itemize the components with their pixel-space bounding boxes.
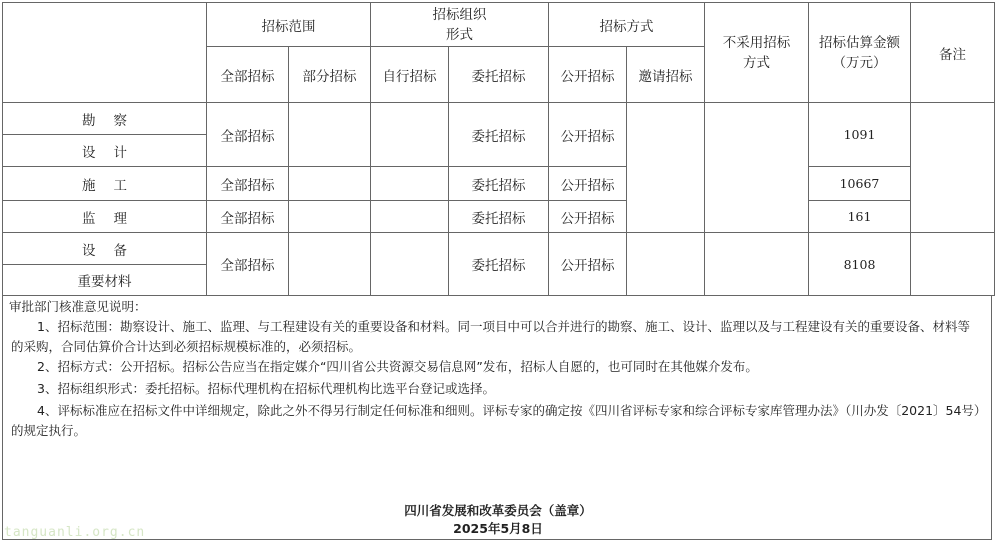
cell-self	[371, 103, 449, 167]
cell-self	[371, 201, 449, 233]
header-no-bid	[705, 3, 809, 103]
row-label-materials: 重要材料	[3, 265, 207, 296]
header-amount-line2: （万元）	[832, 54, 887, 71]
cell-invited	[627, 103, 705, 233]
cell-public: 公开招标	[549, 233, 627, 296]
cell-full: 全部招标	[207, 233, 289, 296]
cell-public: 公开招标	[549, 167, 627, 201]
header-scope: 招标范围	[207, 3, 371, 47]
notes-heading: 审批部门核准意见说明：	[9, 299, 147, 314]
signature-org: 四川省发展和改革委员会（盖章）	[404, 503, 592, 518]
header-org-form-line1: 招标组织	[432, 6, 487, 23]
cell-public: 公开招标	[549, 103, 627, 167]
cell-full: 全部招标	[207, 167, 289, 201]
row-label-survey: 勘察	[3, 103, 207, 135]
cell-partial	[289, 167, 371, 201]
note-item-3: 3、招标组织形式：委托招标。招标代理机构在招标代理机构比选平台登记或选择。	[37, 381, 495, 396]
header-invited-bid: 邀请招标	[627, 47, 705, 103]
header-org-form-line2: 形式	[446, 26, 473, 43]
cell-invited	[627, 233, 705, 296]
header-self-bid: 自行招标	[371, 47, 449, 103]
header-remark: 备注	[911, 3, 995, 103]
header-no-bid-line2: 方式	[743, 54, 770, 71]
row-label-design: 设计	[3, 135, 207, 167]
row-label-supervision: 监理	[3, 201, 207, 233]
cell-public: 公开招标	[549, 201, 627, 233]
header-full-bid: 全部招标	[207, 47, 289, 103]
header-partial-bid: 部分招标	[289, 47, 371, 103]
note-item-1: 1、招标范围：勘察设计、施工、监理、与工程建设有关的重要设备和材料。同一项目中可以合并进行的勘察、施工、设计、监理以及与工程建设有关的重要设备、材料等的采购，合同估算价合计达到必须招标规模标准的，必须招标。	[11, 319, 970, 354]
cell-remark	[911, 103, 995, 233]
cell-no-bid	[705, 103, 809, 233]
cell-partial	[289, 201, 371, 233]
bidding-table	[2, 2, 995, 296]
cell-entrusted: 委托招标	[449, 167, 549, 201]
header-method: 招标方式	[549, 3, 705, 47]
cell-amount: 161	[809, 201, 911, 233]
cell-amount: 8108	[809, 233, 911, 296]
cell-entrusted: 委托招标	[449, 103, 549, 167]
cell-amount: 1091	[809, 103, 911, 167]
cell-amount: 10667	[809, 167, 911, 201]
header-entrusted-bid: 委托招标	[449, 47, 549, 103]
cell-self	[371, 233, 449, 296]
header-amount-line1: 招标估算金额	[819, 34, 900, 51]
row-label-equipment: 设备	[3, 233, 207, 265]
row-label-construction: 施工	[3, 167, 207, 201]
cell-entrusted: 委托招标	[449, 201, 549, 233]
header-no-bid-line1: 不采用招标	[722, 34, 791, 51]
corner-cell	[3, 3, 207, 103]
approval-notes	[2, 295, 992, 540]
cell-no-bid	[705, 233, 809, 296]
header-public-bid: 公开招标	[549, 47, 627, 103]
note-item-4: 4、评标标准应在招标文件中详细规定，除此之外不得另行制定任何标准和细则。评标专家的确定按《四川省评标专家和综合评标专家库管理办法》（川办发〔2021〕54号）的规定执行。	[11, 403, 981, 438]
cell-self	[371, 167, 449, 201]
note-item-2: 2、招标方式：公开招标。招标公告应当在指定媒介“四川省公共资源交易信息网”发布，招标人自愿的，也可同时在其他媒介发布。	[37, 359, 758, 374]
header-amount	[809, 3, 911, 103]
cell-entrusted: 委托招标	[449, 233, 549, 296]
cell-partial	[289, 103, 371, 167]
cell-full: 全部招标	[207, 103, 289, 167]
cell-partial	[289, 233, 371, 296]
header-org-form	[371, 3, 549, 47]
cell-full: 全部招标	[207, 201, 289, 233]
watermark: tanguanli.org.cn	[4, 525, 146, 540]
cell-remark	[911, 233, 995, 296]
signature-date: 2025年5月8日	[453, 521, 543, 536]
